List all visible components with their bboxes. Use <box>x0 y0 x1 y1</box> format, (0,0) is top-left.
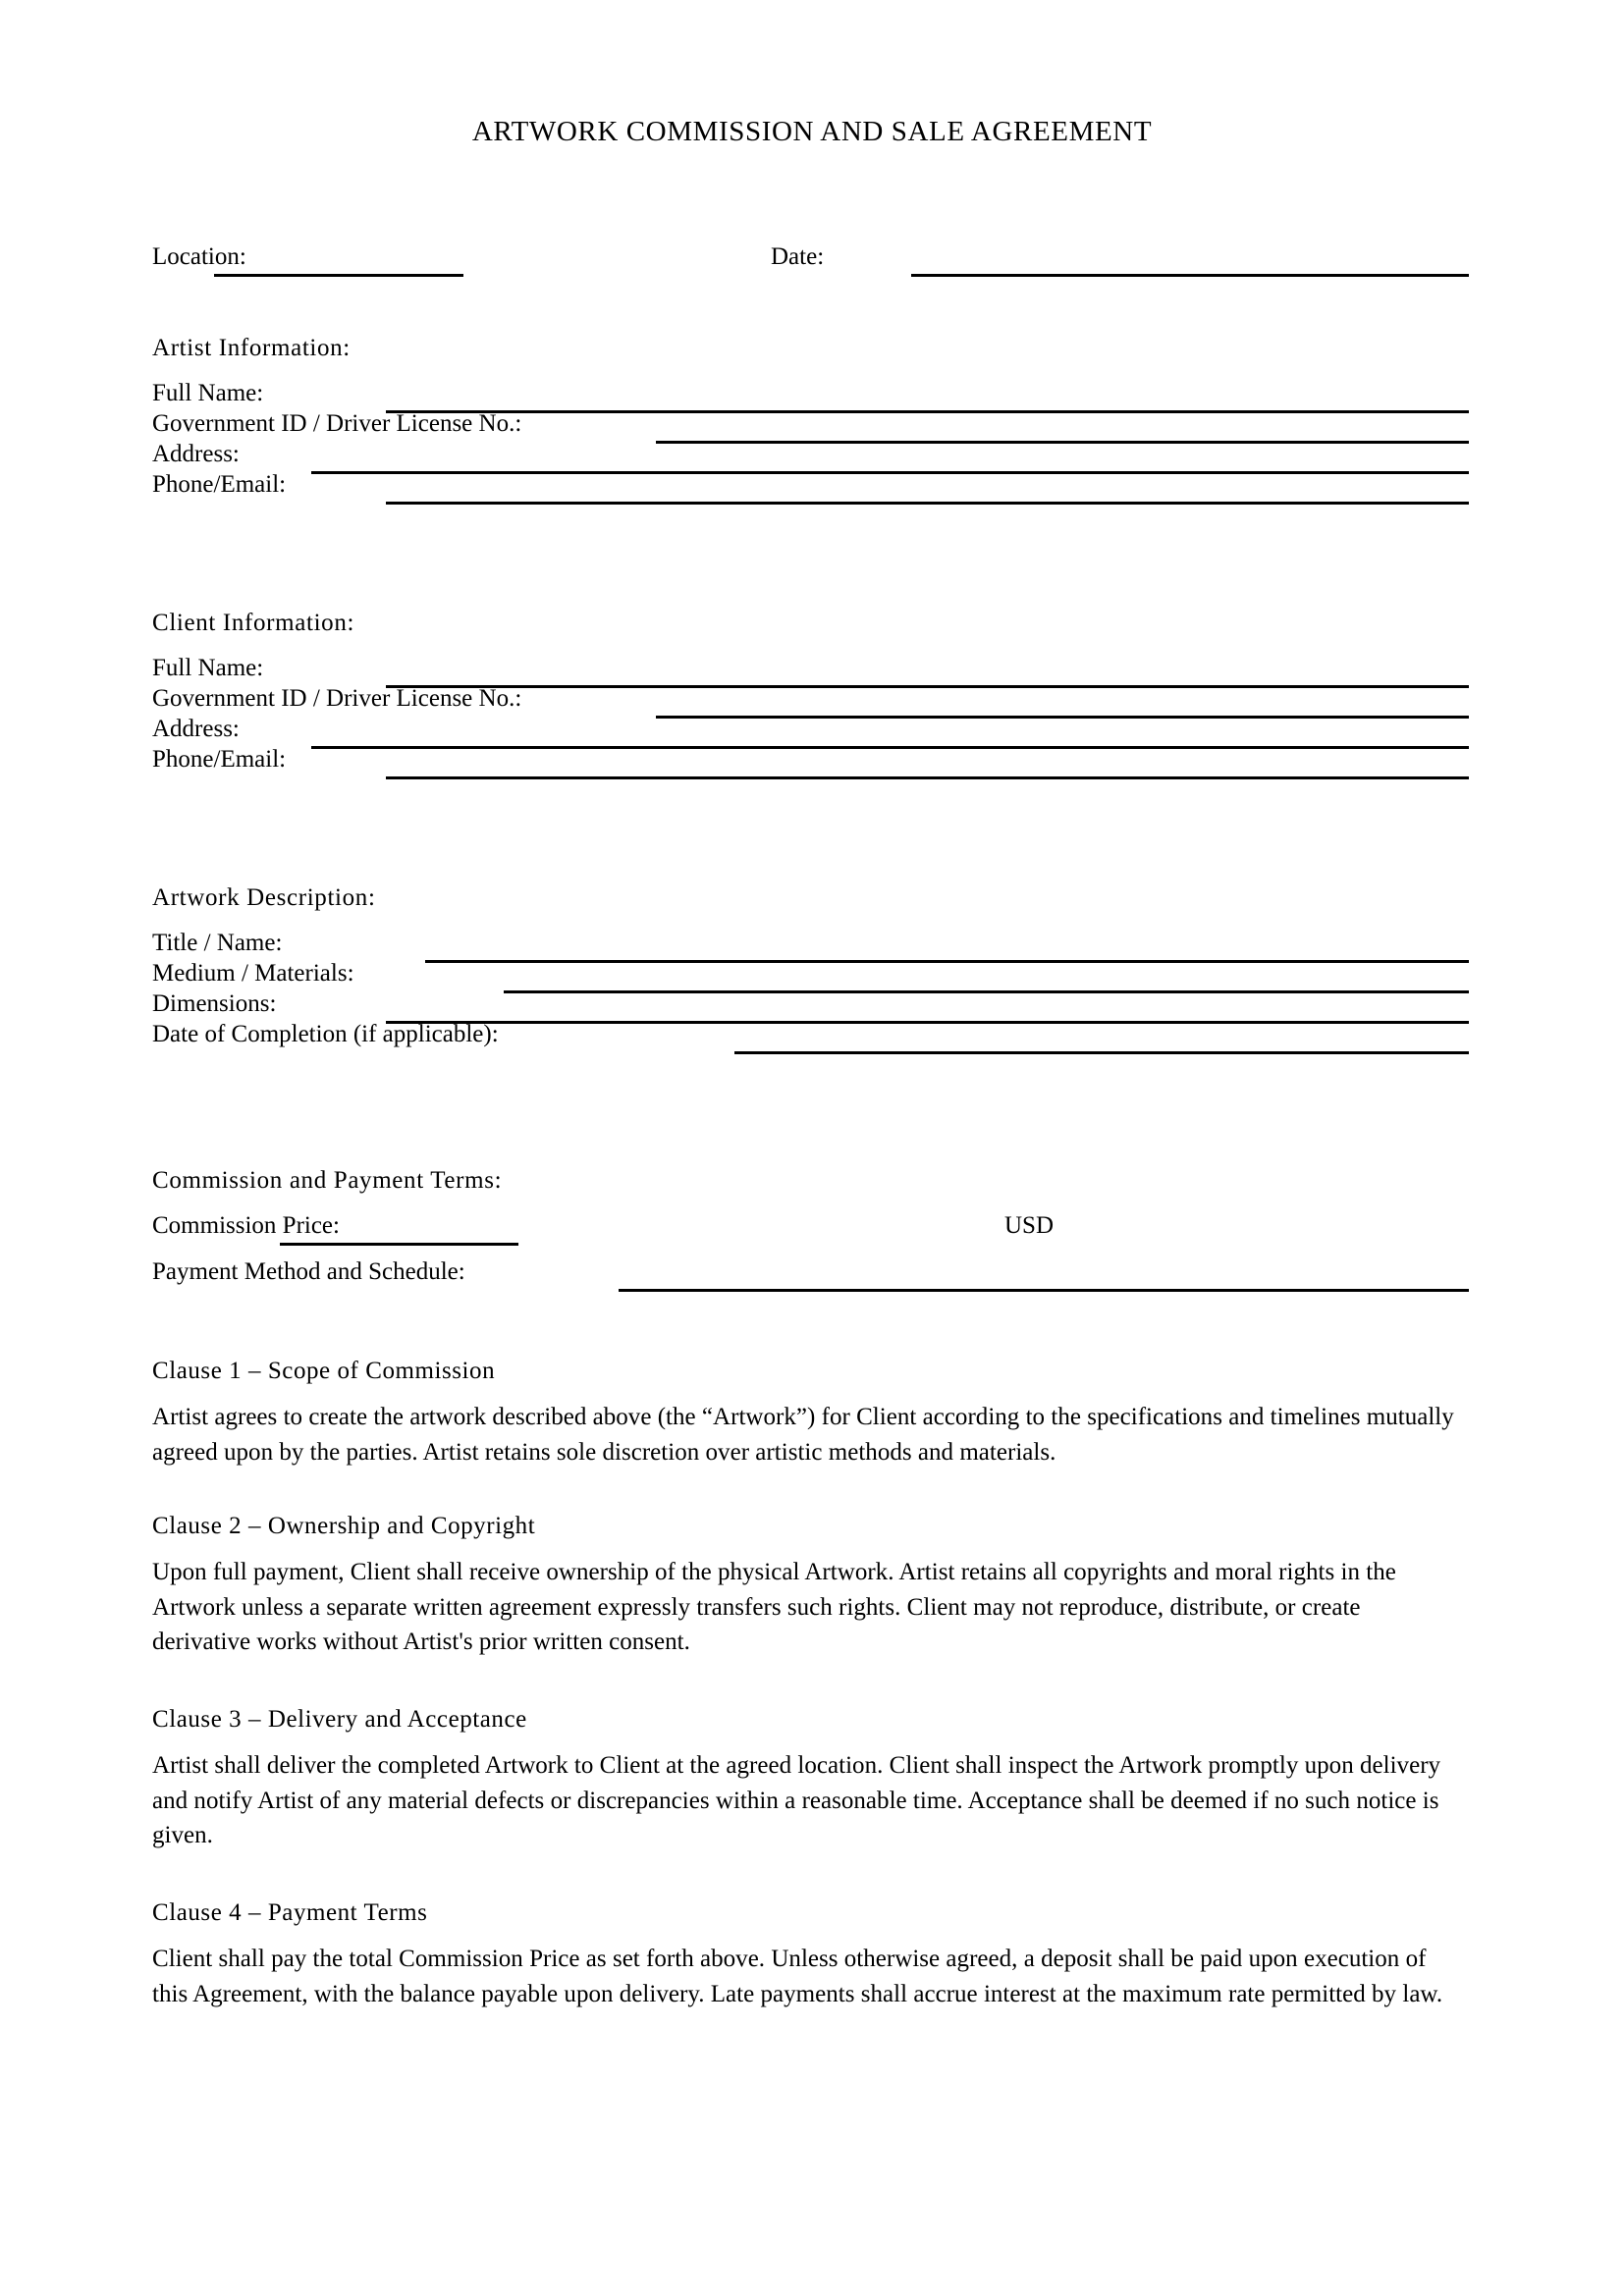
clause-1-heading: Clause 1 – Scope of Commission <box>152 1358 496 1384</box>
client-full-name-rule[interactable] <box>386 685 1469 688</box>
clause-2-body: Upon full payment, Client shall receive ownership of the physical Artwork. Artist retains all copyrights and moral rights in the Artwork unless a separate written agreement expressly transfers such rights. Client may not reproduce, distribute, or create derivative works without Artist's prior written consent. <box>152 1559 1396 1655</box>
artwork-completion-date-rule[interactable] <box>734 1051 1469 1054</box>
artwork-medium-rule[interactable] <box>504 990 1469 993</box>
location-input-rule[interactable] <box>214 274 463 277</box>
artist-gov-id-rule[interactable] <box>656 441 1469 444</box>
artist-phone-email-rule[interactable] <box>386 502 1469 505</box>
artwork-medium-label: Medium / Materials: <box>152 960 354 987</box>
artist-phone-email-label: Phone/Email: <box>152 471 287 498</box>
date-input-rule[interactable] <box>911 274 1469 277</box>
client-gov-id-label: Government ID / Driver License No.: <box>152 685 522 712</box>
date-label: Date: <box>771 243 825 270</box>
client-information-heading: Client Information: <box>152 610 355 636</box>
client-phone-email-rule[interactable] <box>386 776 1469 779</box>
commission-price-currency: USD <box>1004 1212 1055 1239</box>
clause-4-heading: Clause 4 – Payment Terms <box>152 1899 428 1926</box>
client-phone-email-label: Phone/Email: <box>152 746 287 773</box>
artist-address-label: Address: <box>152 441 240 467</box>
clause-3-body: Artist shall deliver the completed Artwork to Client at the agreed location. Client shall inspect the Artwork promptly upon delivery and notify Artist of any material defects or discrepancies within a reasonable time. Acceptance shall be deemed if no such notice is given. <box>152 1752 1441 1848</box>
location-label: Location: <box>152 243 246 270</box>
payment-method-label: Payment Method and Schedule: <box>152 1258 465 1285</box>
artwork-title-label: Title / Name: <box>152 930 283 956</box>
client-gov-id-rule[interactable] <box>656 716 1469 719</box>
artwork-dimensions-label: Dimensions: <box>152 990 277 1017</box>
artwork-description-heading: Artwork Description: <box>152 884 376 911</box>
client-address-rule[interactable] <box>311 746 1469 749</box>
client-full-name-label: Full Name: <box>152 655 264 681</box>
artist-information-heading: Artist Information: <box>152 335 351 361</box>
artist-gov-id-label: Government ID / Driver License No.: <box>152 410 522 437</box>
client-address-label: Address: <box>152 716 240 742</box>
clause-1-body: Artist agrees to create the artwork described above (the “Artwork”) for Client according to the specifications and timelines mutually agreed upon by the parties. Artist retains sole discretion over artistic methods and materials. <box>152 1404 1454 1466</box>
artist-full-name-label: Full Name: <box>152 380 264 406</box>
artwork-dimensions-rule[interactable] <box>386 1021 1469 1024</box>
clause-2-heading: Clause 2 – Ownership and Copyright <box>152 1513 536 1539</box>
artwork-completion-date-label: Date of Completion (if applicable): <box>152 1021 499 1047</box>
commission-price-label: Commission Price: <box>152 1212 340 1239</box>
commission-price-rule[interactable] <box>280 1243 518 1246</box>
payment-terms-heading: Commission and Payment Terms: <box>152 1167 503 1194</box>
payment-method-rule[interactable] <box>619 1289 1469 1292</box>
clause-4-body: Client shall pay the total Commission Price as set forth above. Unless otherwise agreed, a deposit shall be paid upon execution of this Agreement, with the balance payable upon delivery. Late payments shall accrue interest at the maximum rate permitted by law. <box>152 1946 1443 2007</box>
artwork-title-rule[interactable] <box>425 960 1469 963</box>
page-title: ARTWORK COMMISSION AND SALE AGREEMENT <box>471 116 1153 147</box>
artist-address-rule[interactable] <box>311 471 1469 474</box>
clause-3-heading: Clause 3 – Delivery and Acceptance <box>152 1706 527 1733</box>
artist-full-name-rule[interactable] <box>386 410 1469 413</box>
